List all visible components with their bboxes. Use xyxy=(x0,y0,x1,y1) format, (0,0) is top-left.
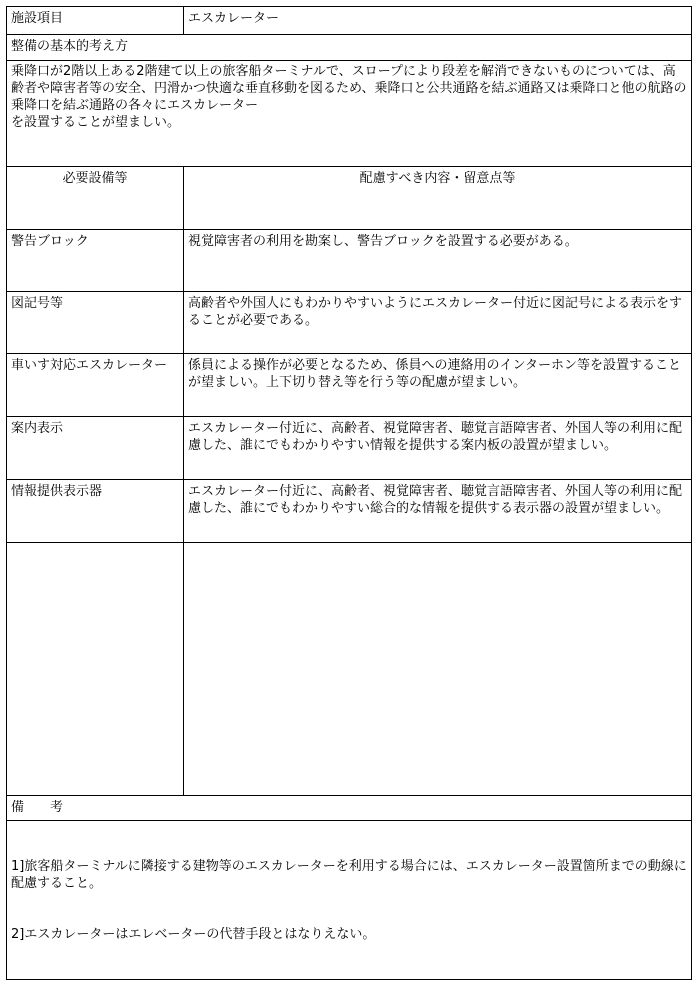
basic-policy-text-row xyxy=(7,61,691,167)
equipment-note: 係員による操作が必要となるため、係員への連絡用のインターホン等を設置することが望ましい。上下切り替え等を行う等の配慮が望ましい。 xyxy=(188,358,681,390)
equipment-name: 図記号等 xyxy=(7,292,184,353)
empty-cell xyxy=(184,543,691,795)
facility-sheet xyxy=(6,6,692,980)
equipment-name: 警告ブロック xyxy=(7,230,184,291)
equipment-note: エスカレーター付近に、高齢者、視覚障害者、聴覚言語障害者、外国人等の利用に配慮した、誰にでもわかりやすい総合的な情報を提供する表示器の設置が望ましい。 xyxy=(188,484,683,516)
equipment-note: エスカレーター付近に、高齢者、視覚障害者、聴覚言語障害者、外国人等の利用に配慮した、誰にでもわかりやすい情報を提供する案内板の設置が望ましい。 xyxy=(188,421,683,453)
remarks-title-row xyxy=(7,796,691,821)
remark-line: 1]旅客船ターミナルに隣接する建物等のエスカレーターを利用する場合には、エスカレーター設置箇所までの動線に配慮すること。 xyxy=(11,859,687,891)
equipment-note: 高齢者や外国人にもわかりやすいようにエスカレーター付近に図記号による表示をすることが必要である。 xyxy=(188,296,683,328)
remark-line: 2]エスカレーターはエレベーターの代替手段とはなりえない。 xyxy=(11,927,376,942)
equipment-name: 情報提供表示器 xyxy=(7,480,184,542)
table-row xyxy=(7,417,691,480)
empty-cell xyxy=(7,543,184,795)
remarks-text-row xyxy=(7,821,691,979)
table-row xyxy=(7,292,691,354)
facility-item-value: エスカレーター xyxy=(188,11,280,26)
basic-policy-title-row xyxy=(7,35,691,61)
table-row xyxy=(7,230,691,292)
table-header-row xyxy=(7,167,691,230)
empty-table-row xyxy=(7,543,691,796)
equipment-name: 車いす対応エスカレーター xyxy=(7,354,184,416)
remarks-text xyxy=(7,821,691,979)
equipment-name: 案内表示 xyxy=(7,417,184,479)
remarks-title: 備 考 xyxy=(11,800,64,815)
basic-policy-title: 整備の基本的考え方 xyxy=(11,39,129,54)
facility-item-label: 施設項目 xyxy=(7,7,184,34)
basic-policy-text: 乗降口が2階以上ある2階建て以上の旅客船ターミナルで、スロープにより段差を解消できないものについては、高齢者や障害者等の安全、円滑かつ快適な垂直移動を図るため、乗降口と公共通路を結ぶ通路又は乗降口と他の航路の乗降口を結ぶ通路の各々にエスカレーター を設置することが望ましい。 xyxy=(11,64,687,130)
facility-item-row xyxy=(7,7,691,35)
column-header-equipment: 必要設備等 xyxy=(7,167,184,229)
table-row xyxy=(7,480,691,543)
equipment-note: 視覚障害者の利用を勘案し、警告ブロックを設置する必要がある。 xyxy=(188,234,578,249)
table-row xyxy=(7,354,691,417)
column-header-considerations: 配慮すべき内容・留意点等 xyxy=(359,171,516,186)
